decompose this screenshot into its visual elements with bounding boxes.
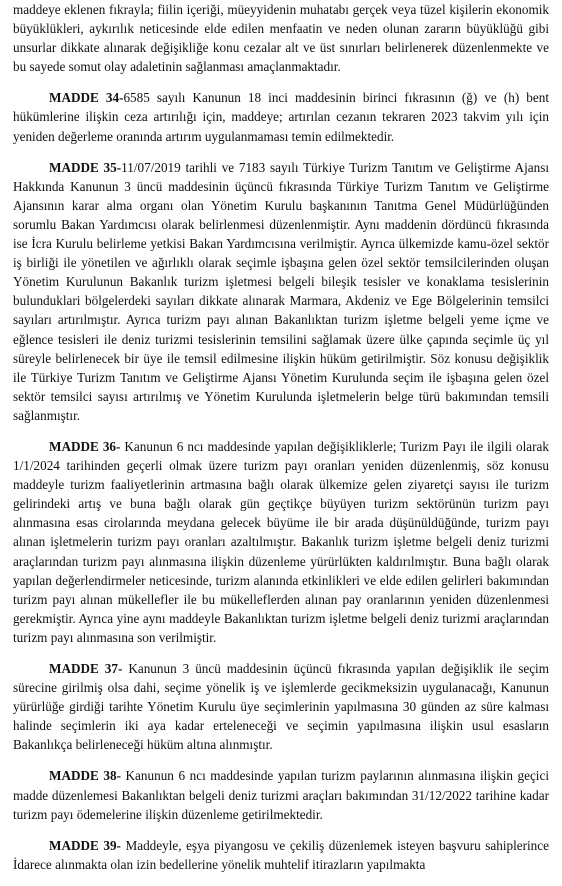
article-heading: MADDE 34- — [49, 90, 124, 106]
paragraph-text: Kanunun 3 üncü maddesinin üçüncü fıkrasında yapılan değişiklik ile seçim sürecine girilmiş olsa dahi, seçime yönelik iş ve işlemlerde gecikmeksizin uygulanacağı, Kanunun yürürlüğe girdiği tarihte Yönetim Kurulu üye seçimlerinin yapılmasına 30 günden az süre kalması halinde seçimlerin iki aya kadar erteleneceği ve seçimin yapılmasına ilişkin usul esasların Bakanlıkça belirleneceği hüküm altına alınmıştır. — [13, 661, 549, 753]
article-heading: MADDE 39- — [49, 837, 121, 853]
article-heading: MADDE 36- — [49, 438, 121, 454]
document-page — [13, 0, 549, 886]
paragraph-madde-36 — [13, 437, 549, 647]
paragraph-text: maddeye eklenen fıkrayla; fiilin içeriği, müeyyidenin muhatabı gerçek veya tüzel kişilerin ekonomik büyüklükleri, aykırılık neticesinde elde edilen menfaatin ve neden olunan zararın büyüklüğü gibi unsurlar dikkate alınarak değişikliğe konu cezalar alt ve üst sınırları belirlenerek düzenlenmekte ve bu sayede somut olay adaletinin sağlanması amaçlanmaktadır. — [13, 2, 549, 75]
paragraph-intro — [13, 0, 549, 76]
article-heading: MADDE 38- — [49, 768, 121, 784]
article-heading: MADDE 37- — [49, 661, 123, 676]
article-heading: MADDE 35- — [49, 159, 122, 175]
paragraph-text: Kanunun 6 ncı maddesinde yapılan değişikliklerle; Turizm Payı ile ilgili olarak 1/1/2024 tarihinden geçerli olmak üzere turizm payı oranları yeniden düzenlenmiş, söz konusu maddeyle turizm faaliyetlerinin artmasına bağlı olarak ülkemize gelen ziyaretçi sayısı ile turizm gelirindeki artış ve buna bağlı olarak gün geçtikçe büyüyen turizm sektörünün turizm payı alınmasına esas cirolarında meydana gelecek büyüme ile bir arada düşünüldüğünde, turizm payı alınan işletmelerin turizm payı oranları azaltılmıştır. Bakanlık turizm işletme belgeli deniz turizmi araçlarından turizm payı alınmasına ilişkin düzenleme yürürlükten kaldırılmıştır. Buna bağlı olarak yapılan değerlendirmeler neticesinde, turizm alanında etkinlikleri ve elde edilen gelirleri bakımından turizm payı alınan mükellefler ile bu mükelleflerden alınan pay oranlarının yeniden düzenlenmesi gerekmiştir. Ayrıca yine aynı maddeyle Bakanlıktan turizm işletme belgeli deniz turizmi araçlarından turizm payı alınmasına son verilmiştir. — [13, 438, 549, 645]
paragraph-madde-34 — [13, 88, 549, 145]
paragraph-text: Maddeyle, eşya piyangosu ve çekiliş düzenlemek isteyen başvuru sahiplerince İdarece alınmakta olan izin bedellerine yönelik muhtelif itirazların yapılmakta — [13, 837, 549, 872]
paragraph-text: 11/07/2019 tarihli ve 7183 sayılı Türkiye Turizm Tanıtım ve Geliştirme Ajansı Hakkında Kanunun 3 üncü maddesinin üçüncü fıkrasında Türkiye Turizm Tanıtım ve Geliştirme Ajansının karar alma organı olan Yönetim Kurulu başkanının Tanıtma Genel Müdürlüğünden sorumlu Bakan Yardımcısı olarak belirlenmesi düzenlenmiştir. Aynı maddenin dördüncü fıkrasında ise İcra Kurulu belirleme yetkisi Bakan Yardımcısına verilmiştir. Ayrıca ülkemizde kamu-özel sektör iş birliği ile yönetilen ve ağırlıklı olarak seçimle işbaşına gelen özel sektör temsilcilerinden oluşan Yönetim Kurulunun Bakanlık turizm işletmesi belgeli bileşik tesisler ve konaklama tesislerinin bulunduklari bölgelerdeki sayıları dikkate alınarak Marmara, Akdeniz ve Ege Bölgelerinin temsilci sayıları artırılmıştır. Ayrıca turizm payı alınan Bakanlıktan turizm işletme belgeli yeme içme ve eğlence tesisleri ile deniz turizmi tesislerinin temsilini sağlamak üzere ülke çapında seçimle üç yıl süreyle belirlenecek bir üye ile temsil edilmesine ilişkin hüküm getirilmiştir. Söz konusu değişiklik ile Türkiye Turizm Tanıtım ve Geliştirme Ajansı Yönetim Kurulunda seçim ile işbaşına gelen özel sektör temsilci sayısı artırılmış ve Yönetim Kurulunda işletmelerin belge türü bakımından temsili sağlanmıştır. — [13, 159, 549, 423]
paragraph-madde-38 — [13, 766, 549, 823]
paragraph-madde-35 — [13, 158, 549, 425]
paragraph-text: 6585 sayılı Kanunun 18 inci maddesinin birinci fıkrasının (ğ) ve (h) bent hükümlerine ilişkin ceza artırılığı için, maddeye; artırılan cezanın tekraren 2023 takvim yılı için yeniden değerleme oranında artırım uygulanmaması temin edilmektedir. — [13, 90, 549, 144]
paragraph-text: Kanunun 6 ncı maddesinde yapılan turizm paylarının alınmasına ilişkin geçici madde düzenlemesi Bakanlıktan belgeli deniz turizmi araçları bakımından 31/12/2022 tarihine kadar turizm payı ödemelerine ilişkin düzenleme getirilmektedir. — [13, 768, 549, 822]
paragraph-madde-37 — [13, 659, 549, 754]
